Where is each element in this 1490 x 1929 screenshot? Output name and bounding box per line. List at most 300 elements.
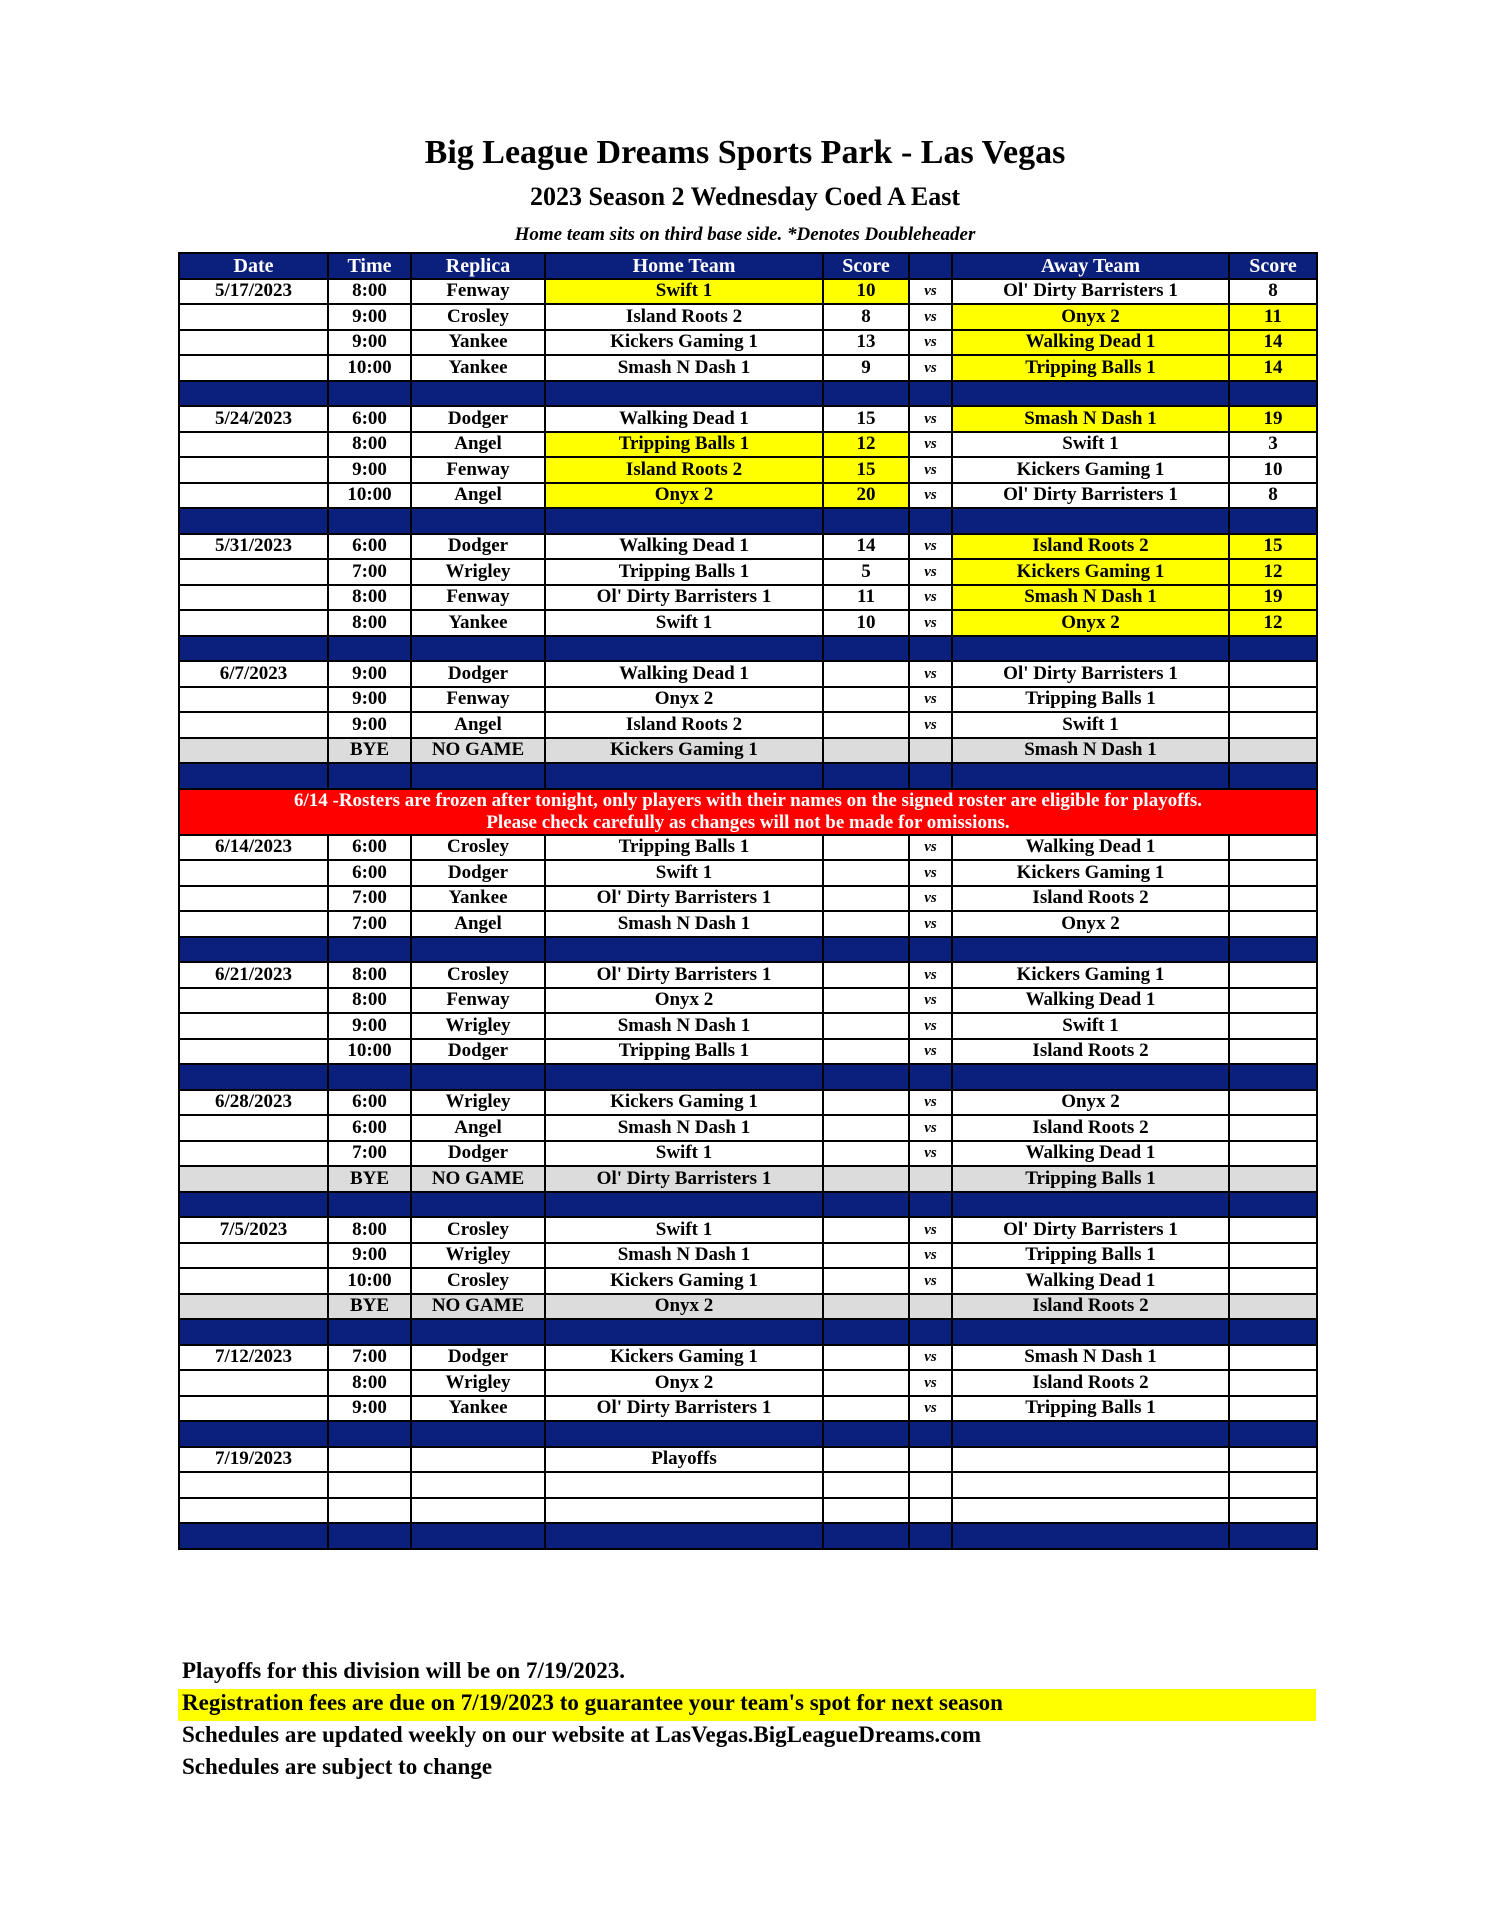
away-team-cell: Island Roots 2 (952, 1370, 1229, 1396)
time-cell: 7:00 (328, 886, 411, 912)
separator-cell (179, 937, 328, 963)
away-team-cell: Tripping Balls 1 (952, 1396, 1229, 1422)
separator-cell (823, 1192, 909, 1218)
vs-label: vs (909, 1268, 952, 1294)
home-team-cell: Swift 1 (545, 860, 823, 886)
vs-label: vs (909, 1115, 952, 1141)
home-score-cell (823, 738, 909, 764)
home-score-cell: 14 (823, 534, 909, 560)
empty-cell (545, 1498, 823, 1524)
home-team-cell: Kickers Gaming 1 (545, 738, 823, 764)
week-separator-row (179, 1192, 1317, 1218)
game-row (179, 1039, 1317, 1065)
game-row (179, 279, 1317, 305)
week-separator-row (179, 763, 1317, 789)
game-row (179, 330, 1317, 356)
date-cell (179, 1013, 328, 1039)
home-team-cell: Onyx 2 (545, 687, 823, 713)
time-cell: 8:00 (328, 432, 411, 458)
week-separator-row (179, 1523, 1317, 1549)
vs-label: vs (909, 304, 952, 330)
home-score-cell (823, 1090, 909, 1116)
home-team-cell: Smash N Dash 1 (545, 1243, 823, 1269)
away-score-cell (1229, 1217, 1317, 1243)
home-score-cell (823, 1166, 909, 1192)
away-score-cell (1229, 738, 1317, 764)
game-row (179, 860, 1317, 886)
field-cell: Dodger (411, 860, 545, 886)
date-cell (179, 712, 328, 738)
separator-cell (411, 1421, 545, 1447)
home-team-cell: Onyx 2 (545, 988, 823, 1014)
game-row (179, 355, 1317, 381)
time-cell: 7:00 (328, 911, 411, 937)
separator-cell (411, 1192, 545, 1218)
separator-cell (328, 508, 411, 534)
vs-label: vs (909, 355, 952, 381)
separator-cell (545, 1421, 823, 1447)
separator-cell (179, 1064, 328, 1090)
separator-cell (823, 508, 909, 534)
field-cell (411, 1447, 545, 1473)
home-team-cell: Tripping Balls 1 (545, 835, 823, 861)
separator-cell (545, 381, 823, 407)
home-score-cell (823, 1447, 909, 1473)
vs-label: vs (909, 1013, 952, 1039)
separator-cell (179, 1319, 328, 1345)
date-cell: 5/17/2023 (179, 279, 328, 305)
vs-label: vs (909, 886, 952, 912)
away-score-cell (1229, 988, 1317, 1014)
date-cell (179, 1039, 328, 1065)
home-score-cell (823, 886, 909, 912)
empty-row (179, 1472, 1317, 1498)
playoffs-label: Playoffs (545, 1447, 823, 1473)
field-cell: Wrigley (411, 1090, 545, 1116)
week-separator-row (179, 381, 1317, 407)
game-row (179, 1013, 1317, 1039)
field-cell: Wrigley (411, 1370, 545, 1396)
home-team-cell: Kickers Gaming 1 (545, 1090, 823, 1116)
field-cell: Fenway (411, 457, 545, 483)
table-header-row (179, 253, 1317, 279)
home-score-cell: 5 (823, 559, 909, 585)
footer-change-note: Schedules are subject to change (182, 1754, 493, 1779)
field-cell: Fenway (411, 687, 545, 713)
empty-cell (179, 1498, 328, 1524)
date-cell: 7/5/2023 (179, 1217, 328, 1243)
separator-cell (179, 508, 328, 534)
field-cell: Wrigley (411, 1243, 545, 1269)
home-team-cell: Island Roots 2 (545, 304, 823, 330)
roster-freeze-notice (179, 789, 1317, 835)
away-team-cell: Onyx 2 (952, 1090, 1229, 1116)
away-team-cell: Ol' Dirty Barristers 1 (952, 661, 1229, 687)
game-row (179, 432, 1317, 458)
empty-cell (1229, 1498, 1317, 1524)
home-team-cell: Smash N Dash 1 (545, 1013, 823, 1039)
field-cell: Dodger (411, 534, 545, 560)
time-cell: 8:00 (328, 279, 411, 305)
home-team-cell: Walking Dead 1 (545, 534, 823, 560)
away-score-cell (1229, 1370, 1317, 1396)
home-team-cell: Smash N Dash 1 (545, 1115, 823, 1141)
home-team-cell: Kickers Gaming 1 (545, 330, 823, 356)
home-team-cell: Swift 1 (545, 1217, 823, 1243)
away-score-cell (1229, 687, 1317, 713)
vs-label: vs (909, 1141, 952, 1167)
vs-label: vs (909, 1090, 952, 1116)
home-team-cell: Island Roots 2 (545, 712, 823, 738)
home-team-cell: Onyx 2 (545, 483, 823, 509)
separator-cell (328, 1523, 411, 1549)
separator-cell (823, 381, 909, 407)
vs-label: vs (909, 988, 952, 1014)
away-score-cell (1229, 1268, 1317, 1294)
game-row (179, 304, 1317, 330)
away-score-cell (1229, 1090, 1317, 1116)
col-header-time: Time (328, 253, 411, 279)
date-cell (179, 1396, 328, 1422)
separator-cell (179, 636, 328, 662)
vs-label: vs (909, 610, 952, 636)
week-separator-row (179, 1319, 1317, 1345)
away-score-cell (1229, 1396, 1317, 1422)
field-cell: Crosley (411, 1217, 545, 1243)
away-score-cell: 3 (1229, 432, 1317, 458)
bye-label: BYE (328, 1166, 411, 1192)
home-team-cell: Kickers Gaming 1 (545, 1268, 823, 1294)
separator-cell (179, 1523, 328, 1549)
date-cell: 5/24/2023 (179, 406, 328, 432)
separator-cell (1229, 1064, 1317, 1090)
home-score-cell: 10 (823, 610, 909, 636)
separator-cell (1229, 763, 1317, 789)
away-team-cell: Ol' Dirty Barristers 1 (952, 1217, 1229, 1243)
empty-cell (545, 1472, 823, 1498)
separator-cell (823, 1319, 909, 1345)
field-cell: Crosley (411, 962, 545, 988)
separator-cell (179, 1192, 328, 1218)
away-score-cell (1229, 661, 1317, 687)
away-score-cell (1229, 835, 1317, 861)
vs-label: vs (909, 330, 952, 356)
date-cell (179, 860, 328, 886)
away-team-cell: Walking Dead 1 (952, 330, 1229, 356)
separator-cell (328, 1064, 411, 1090)
date-cell (179, 1166, 328, 1192)
date-cell (179, 585, 328, 611)
footer-playoffs-note: Playoffs for this division will be on 7/19/2023. (182, 1658, 626, 1683)
home-team-cell: Onyx 2 (545, 1370, 823, 1396)
time-cell: 9:00 (328, 330, 411, 356)
separator-cell (909, 1192, 952, 1218)
game-row (179, 534, 1317, 560)
game-row (179, 988, 1317, 1014)
home-score-cell: 20 (823, 483, 909, 509)
home-score-cell (823, 1370, 909, 1396)
bye-row (179, 1166, 1317, 1192)
separator-cell (411, 381, 545, 407)
vs-label: vs (909, 585, 952, 611)
date-cell (179, 1115, 328, 1141)
away-team-cell: Kickers Gaming 1 (952, 559, 1229, 585)
separator-cell (411, 937, 545, 963)
col-header-vs (909, 253, 952, 279)
time-cell: 8:00 (328, 962, 411, 988)
field-cell: Fenway (411, 988, 545, 1014)
time-cell: 6:00 (328, 1090, 411, 1116)
time-cell: 9:00 (328, 304, 411, 330)
field-cell: Dodger (411, 661, 545, 687)
empty-cell (952, 1498, 1229, 1524)
field-cell: Wrigley (411, 1013, 545, 1039)
week-separator-row (179, 1421, 1317, 1447)
away-team-cell: Island Roots 2 (952, 1039, 1229, 1065)
game-row (179, 1345, 1317, 1371)
home-team-cell: Ol' Dirty Barristers 1 (545, 1166, 823, 1192)
vs-label: vs (909, 712, 952, 738)
separator-cell (545, 1192, 823, 1218)
home-score-cell (823, 962, 909, 988)
week-separator-row (179, 636, 1317, 662)
separator-cell (328, 1421, 411, 1447)
game-row (179, 585, 1317, 611)
home-score-cell: 9 (823, 355, 909, 381)
away-team-cell: Onyx 2 (952, 610, 1229, 636)
home-score-cell (823, 712, 909, 738)
date-cell (179, 483, 328, 509)
empty-cell (328, 1498, 411, 1524)
away-score-cell (1229, 860, 1317, 886)
game-row (179, 559, 1317, 585)
home-team-cell: Walking Dead 1 (545, 661, 823, 687)
away-team-cell: Kickers Gaming 1 (952, 860, 1229, 886)
time-cell: 7:00 (328, 1345, 411, 1371)
away-score-cell (1229, 712, 1317, 738)
separator-cell (328, 1319, 411, 1345)
separator-cell (545, 763, 823, 789)
date-cell (179, 738, 328, 764)
date-cell (179, 355, 328, 381)
away-team-cell: Onyx 2 (952, 911, 1229, 937)
time-cell: 9:00 (328, 457, 411, 483)
empty-cell (909, 1498, 952, 1524)
empty-cell (952, 1472, 1229, 1498)
field-cell: Yankee (411, 1396, 545, 1422)
separator-cell (952, 1064, 1229, 1090)
date-cell: 6/28/2023 (179, 1090, 328, 1116)
home-team-cell: Swift 1 (545, 610, 823, 636)
separator-cell (1229, 937, 1317, 963)
field-cell: Angel (411, 911, 545, 937)
vs-cell (909, 1166, 952, 1192)
date-cell (179, 1370, 328, 1396)
home-team-cell: Smash N Dash 1 (545, 355, 823, 381)
separator-cell (952, 636, 1229, 662)
separator-cell (411, 508, 545, 534)
away-team-cell: Island Roots 2 (952, 886, 1229, 912)
separator-cell (411, 636, 545, 662)
separator-cell (1229, 381, 1317, 407)
date-cell (179, 1268, 328, 1294)
empty-row (179, 1498, 1317, 1524)
field-cell: Angel (411, 432, 545, 458)
away-team-cell: Onyx 2 (952, 304, 1229, 330)
away-team-cell: Swift 1 (952, 432, 1229, 458)
separator-cell (545, 1319, 823, 1345)
time-cell: 6:00 (328, 860, 411, 886)
vs-label: vs (909, 1217, 952, 1243)
time-cell: 10:00 (328, 355, 411, 381)
separator-cell (1229, 1192, 1317, 1218)
notice-line-2: Please check carefully as changes will not be made for omissions. (486, 811, 1010, 833)
separator-cell (823, 636, 909, 662)
away-score-cell (1229, 1115, 1317, 1141)
week-separator-row (179, 937, 1317, 963)
game-row (179, 406, 1317, 432)
field-cell: Crosley (411, 835, 545, 861)
away-score-cell (1229, 911, 1317, 937)
separator-cell (1229, 1421, 1317, 1447)
date-cell: 7/19/2023 (179, 1447, 328, 1473)
away-team-cell: Walking Dead 1 (952, 1268, 1229, 1294)
home-team-cell: Swift 1 (545, 279, 823, 305)
time-cell: 8:00 (328, 1370, 411, 1396)
separator-cell (411, 1064, 545, 1090)
col-header-date: Date (179, 253, 328, 279)
bye-label: BYE (328, 738, 411, 764)
field-cell: Dodger (411, 1141, 545, 1167)
time-cell: 9:00 (328, 712, 411, 738)
home-score-cell (823, 860, 909, 886)
home-score-cell: 15 (823, 406, 909, 432)
home-score-cell (823, 911, 909, 937)
date-cell (179, 457, 328, 483)
no-game-label: NO GAME (411, 738, 545, 764)
date-cell (179, 911, 328, 937)
home-score-cell: 13 (823, 330, 909, 356)
away-score-cell (1229, 1243, 1317, 1269)
vs-label: vs (909, 962, 952, 988)
away-score-cell (1229, 1141, 1317, 1167)
game-row (179, 1370, 1317, 1396)
field-cell: Yankee (411, 886, 545, 912)
week-separator-row (179, 508, 1317, 534)
field-cell: Dodger (411, 1345, 545, 1371)
vs-label: vs (909, 534, 952, 560)
away-score-cell: 8 (1229, 483, 1317, 509)
game-row (179, 1396, 1317, 1422)
away-team-cell: Smash N Dash 1 (952, 406, 1229, 432)
no-game-label: NO GAME (411, 1166, 545, 1192)
separator-cell (952, 763, 1229, 789)
separator-cell (1229, 636, 1317, 662)
away-team-cell: Ol' Dirty Barristers 1 (952, 279, 1229, 305)
away-team-cell: Tripping Balls 1 (952, 1166, 1229, 1192)
field-cell: Fenway (411, 585, 545, 611)
home-score-cell (823, 1294, 909, 1320)
separator-cell (823, 1421, 909, 1447)
vs-label: vs (909, 406, 952, 432)
field-cell: Crosley (411, 304, 545, 330)
footer-website-note: Schedules are updated weekly on our website at LasVegas.BigLeagueDreams.com (182, 1722, 982, 1747)
time-cell: 10:00 (328, 1039, 411, 1065)
separator-cell (909, 1319, 952, 1345)
no-game-label: NO GAME (411, 1294, 545, 1320)
away-team-cell: Smash N Dash 1 (952, 1345, 1229, 1371)
separator-cell (545, 508, 823, 534)
vs-label: vs (909, 483, 952, 509)
separator-cell (909, 937, 952, 963)
col-header-home-score: Score (823, 253, 909, 279)
vs-label: vs (909, 661, 952, 687)
date-cell (179, 687, 328, 713)
date-cell: 5/31/2023 (179, 534, 328, 560)
separator-cell (823, 1523, 909, 1549)
vs-cell (909, 738, 952, 764)
away-score-cell (1229, 1447, 1317, 1473)
away-score-cell (1229, 1013, 1317, 1039)
separator-cell (411, 763, 545, 789)
date-cell (179, 988, 328, 1014)
vs-label: vs (909, 1243, 952, 1269)
game-row (179, 1090, 1317, 1116)
home-score-cell: 15 (823, 457, 909, 483)
separator-cell (909, 763, 952, 789)
date-cell (179, 559, 328, 585)
home-score-cell (823, 835, 909, 861)
time-cell: 8:00 (328, 610, 411, 636)
away-score-cell (1229, 886, 1317, 912)
vs-label: vs (909, 1039, 952, 1065)
away-score-cell: 15 (1229, 534, 1317, 560)
empty-cell (179, 1472, 328, 1498)
vs-label: vs (909, 1396, 952, 1422)
time-cell: 9:00 (328, 661, 411, 687)
separator-cell (952, 381, 1229, 407)
date-cell (179, 610, 328, 636)
empty-cell (909, 1472, 952, 1498)
away-score-cell: 19 (1229, 406, 1317, 432)
home-score-cell (823, 687, 909, 713)
field-cell: Angel (411, 483, 545, 509)
home-score-cell: 11 (823, 585, 909, 611)
col-header-away-score: Score (1229, 253, 1317, 279)
away-team-cell (952, 1447, 1229, 1473)
date-cell (179, 1294, 328, 1320)
game-row (179, 1268, 1317, 1294)
away-team-cell: Kickers Gaming 1 (952, 457, 1229, 483)
away-team-cell: Walking Dead 1 (952, 988, 1229, 1014)
game-row (179, 962, 1317, 988)
footer-registration-note: Registration fees are due on 7/19/2023 to guarantee your team's spot for next season (182, 1690, 1003, 1715)
separator-cell (411, 1523, 545, 1549)
col-header-home-team: Home Team (545, 253, 823, 279)
separator-cell (545, 937, 823, 963)
separator-cell (179, 381, 328, 407)
away-team-cell: Tripping Balls 1 (952, 355, 1229, 381)
separator-cell (545, 636, 823, 662)
separator-cell (952, 1192, 1229, 1218)
separator-cell (1229, 508, 1317, 534)
away-team-cell: Walking Dead 1 (952, 835, 1229, 861)
empty-cell (411, 1472, 545, 1498)
roster-freeze-notice-row (179, 789, 1317, 835)
home-score-cell (823, 1115, 909, 1141)
field-cell: Yankee (411, 355, 545, 381)
away-score-cell (1229, 1294, 1317, 1320)
